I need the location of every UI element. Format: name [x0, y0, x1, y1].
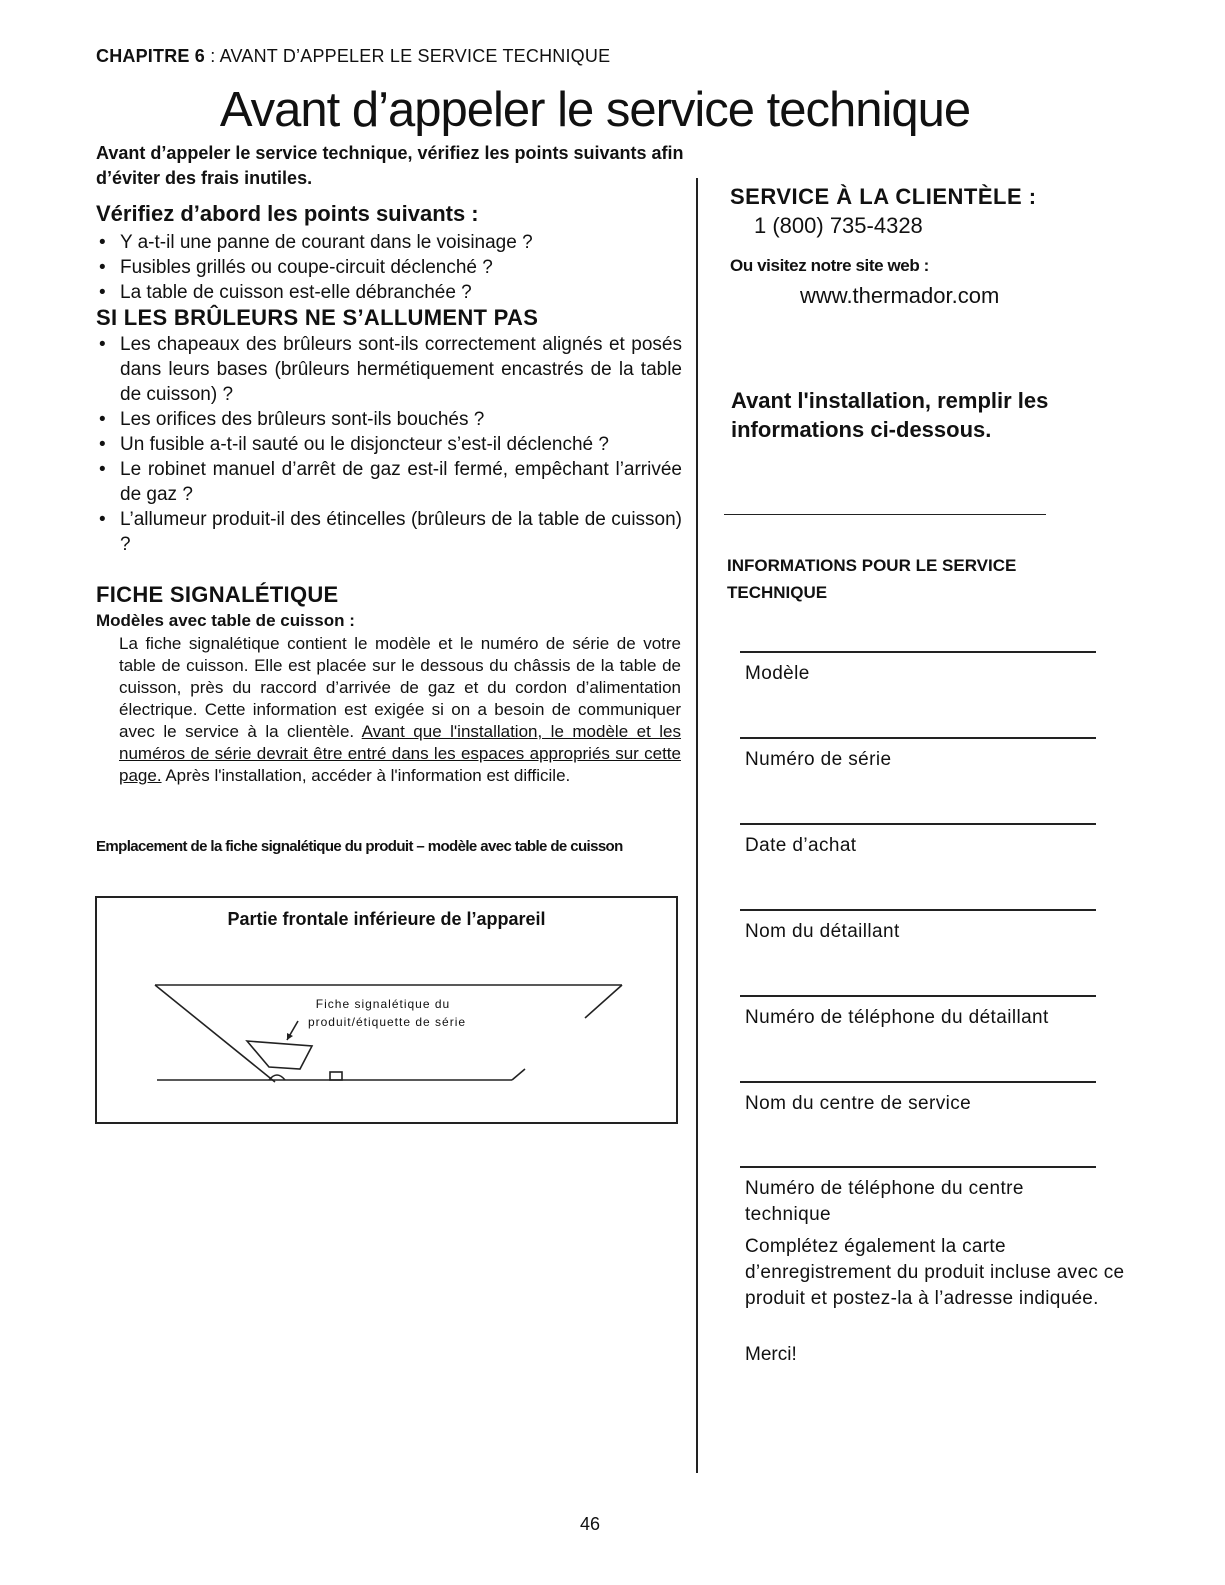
cooktop-right-edge [585, 985, 622, 1018]
models-subheading: Modèles avec table de cuisson : [96, 611, 355, 630]
service-center-name-field[interactable] [740, 1081, 1096, 1117]
field-label: Nom du centre de service [745, 1093, 972, 1114]
bullet: • [99, 257, 106, 278]
chapter-number: CHAPITRE 6 [96, 46, 206, 66]
fill-in-line [740, 909, 1096, 911]
chapter-header [96, 46, 610, 67]
bullet: • [99, 409, 106, 430]
fill-in-line [740, 651, 1096, 653]
bullet: • [99, 509, 106, 530]
bullet: • [99, 434, 106, 455]
column-divider [696, 178, 698, 1473]
page-title: Avant d’appeler le service technique [219, 83, 971, 137]
bullet: • [99, 282, 106, 303]
chassis-right-tick [512, 1069, 525, 1080]
diagram-plate-label-1: Fiche signalétique du [315, 997, 451, 1011]
rating-plate-diagram [97, 930, 677, 1120]
fill-in-line [740, 737, 1096, 739]
field-label: Modèle [745, 663, 810, 684]
chapter-title: : AVANT D’APPELER LE SERVICE TECHNIQUE [205, 46, 611, 66]
list-item: • Le robinet manuel d’arrêt de gaz est-il fermé, empêchant l’arrivée de gaz ? [99, 459, 682, 505]
thanks-text: Merci! [745, 1344, 797, 1365]
burners-list [96, 332, 682, 557]
dealer-phone-field[interactable] [740, 995, 1096, 1031]
list-item: • Y a-t-il une panne de courant dans le voisinage ? [99, 232, 533, 253]
field-label: Numéro de téléphone du détaillant [745, 1007, 1049, 1028]
registration-reminder: Complétez également la carte d’enregistrement du produit incluse avec ce produit et postez-la à l’adresse indiquée. [745, 1236, 1125, 1309]
list-item: • La table de cuisson est-elle débranchée ? [99, 282, 472, 303]
model-field[interactable] [740, 651, 1096, 687]
visit-website-label: Ou visitez notre site web : [730, 256, 929, 275]
fill-in-line [740, 995, 1096, 997]
bullet: • [99, 459, 106, 480]
website-link[interactable]: www.thermador.com [800, 283, 1000, 308]
serial-number-field[interactable] [740, 737, 1096, 773]
list-item: • Les chapeaux des brûleurs sont-ils correctement alignés et posés dans leurs bases (brûleurs hermétiquement encastrés de la table de cuisson) ? [99, 334, 682, 405]
page-number: 46 [579, 1514, 601, 1534]
fill-in-line [740, 1081, 1096, 1083]
figure-caption: Emplacement de la fiche signalétique du produit – modèle avec table de cuisson [96, 838, 623, 855]
service-info-heading: INFORMATIONS POUR LE SERVICE TECHNIQUE [727, 556, 1017, 602]
diagram-plate-label-2: produit/étiquette de série [307, 1015, 467, 1029]
rating-plate-paragraph: La fiche signalétique contient le modèle et le numéro de série de votre table de cuisson. Elle est placée sur le dessous du châssis de la table de cuisson, près du raccord d’arrivée de gaz et du cordon d’alimentation électrique. Cette information est exigée si on a besoin de communiquer avec le service à la clientèle. Avant que l'installation, le modèle et les numéros de série devrait être entré dans les espaces appropriés sur cette page. Après l'installation, accéder à l'information est difficile. [119, 634, 682, 785]
field-label: Date d’achat [745, 835, 857, 856]
dealer-name-field[interactable] [740, 909, 1096, 945]
service-center-phone-field[interactable] [740, 1166, 1096, 1228]
burners-heading: SI LES BRÛLEURS NE S’ALLUMENT PAS [96, 305, 539, 330]
intro-text: Avant d’appeler le service technique, vérifiez les points suivants afin d’éviter des frais inutiles. [96, 143, 684, 188]
rating-plate-heading: FICHE SIGNALÉTIQUE [96, 582, 339, 607]
service-phone: 1 (800) 735-4328 [754, 213, 923, 238]
diagram-title: Partie frontale inférieure de l’appareil [227, 909, 546, 929]
cooktop-left-edge [155, 985, 275, 1082]
underlined-instruction: Avant que l'installation, le modèle et les numéros de série devrait être entré dans les espaces appropriés sur cette page. [119, 722, 682, 785]
rating-plate-shape [247, 1041, 312, 1069]
verify-list [96, 230, 682, 305]
bullet: • [99, 232, 106, 253]
bullet: • [99, 334, 106, 355]
list-item: • Un fusible a-t-il sauté ou le disjoncteur s’est-il déclenché ? [99, 434, 609, 455]
fill-in-line [740, 1166, 1096, 1168]
list-item: • Les orifices des brûleurs sont-ils bouchés ? [99, 409, 485, 430]
field-label: Numéro de téléphone du centre technique [745, 1178, 1024, 1225]
field-label: Nom du détaillant [745, 921, 900, 942]
field-label: Numéro de série [745, 749, 892, 770]
customer-service-heading: SERVICE À LA CLIENTÈLE : [730, 184, 1037, 209]
verify-heading: Vérifiez d’abord les points suivants : [96, 201, 479, 226]
divider [724, 514, 1046, 515]
list-item: • L’allumeur produit-il des étincelles (brûleurs de la table de cuisson) ? [99, 509, 682, 555]
list-item: • Fusibles grillés ou coupe-circuit déclenché ? [99, 257, 493, 278]
before-install-note: Avant l'installation, remplir les informations ci-dessous. [731, 388, 1049, 442]
cord-connector [330, 1072, 342, 1080]
purchase-date-field[interactable] [740, 823, 1096, 859]
fill-in-line [740, 823, 1096, 825]
